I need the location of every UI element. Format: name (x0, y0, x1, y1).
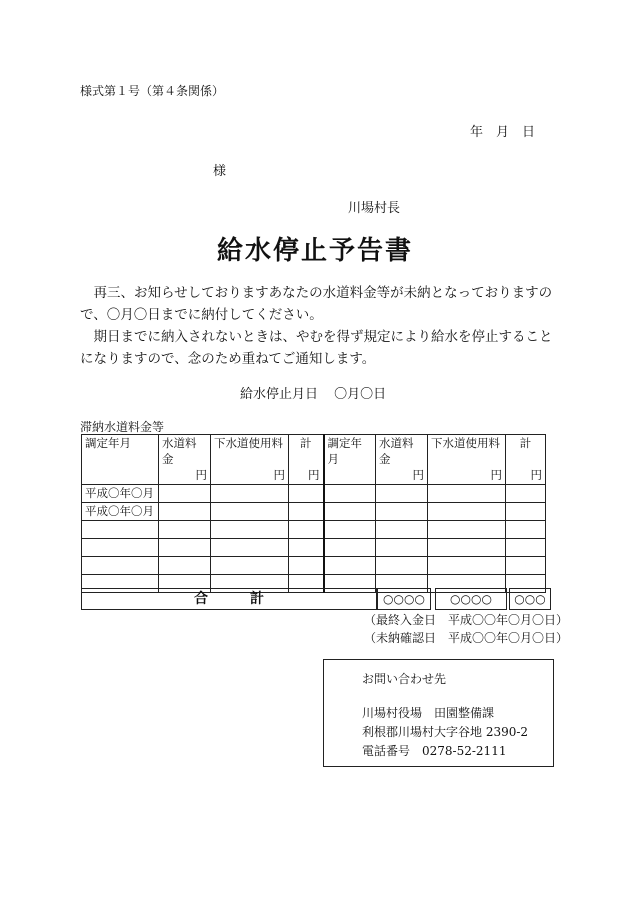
table-cell[interactable] (428, 557, 506, 575)
table-row (82, 539, 546, 557)
unit-label: 円 (428, 467, 506, 485)
header-billing-month: 調定年月 (82, 435, 159, 485)
table-cell[interactable] (506, 557, 546, 575)
paragraph-1-text: 再三、お知らせしておりますあなたの水道料金等が未納となっておりますので、〇月〇日までに納付してください。 (80, 285, 553, 323)
table-cell[interactable] (428, 503, 506, 521)
table-cell[interactable] (324, 521, 376, 539)
table-row (82, 485, 546, 503)
table-cell[interactable] (211, 485, 289, 503)
table-row (82, 503, 546, 521)
header-sewer-fee-2: 下水道使用料 (428, 435, 506, 468)
header-water-fee-2: 水道料金 (376, 435, 428, 468)
contact-box (323, 659, 554, 767)
unit-label: 円 (376, 467, 428, 485)
header-total: 計 (289, 435, 324, 468)
table-cell[interactable] (376, 557, 428, 575)
notice-paragraph-1 (80, 282, 555, 326)
table-cell[interactable] (82, 521, 159, 539)
table-cell[interactable] (211, 557, 289, 575)
unit-label: 円 (159, 467, 211, 485)
table-cell[interactable] (506, 539, 546, 557)
unit-label: 円 (289, 467, 324, 485)
grand-total-sum: ○○○ (509, 588, 551, 610)
table-cell[interactable] (428, 521, 506, 539)
contact-address: 利根郡川場村大字谷地 2390-2 (362, 725, 529, 739)
table-cell[interactable] (289, 539, 324, 557)
table-cell[interactable] (289, 503, 324, 521)
table-cell[interactable] (324, 539, 376, 557)
form-number: 様式第１号（第４条関係） (80, 84, 225, 98)
notice-body (80, 282, 555, 370)
table-cell[interactable] (428, 485, 506, 503)
header-water-fee: 水道料金 (159, 435, 211, 468)
unpaid-confirmed-date: （未納確認日 平成〇〇年〇月〇日） (364, 631, 569, 645)
grand-total-label: 合 計 (81, 588, 377, 610)
table-cell[interactable] (289, 521, 324, 539)
notice-paragraph-2 (80, 326, 555, 370)
last-payment-date: （最終入金日 平成〇〇年〇月〇日） (364, 613, 569, 627)
table-cell[interactable] (159, 521, 211, 539)
table-cell[interactable] (211, 521, 289, 539)
table-cell[interactable] (211, 539, 289, 557)
table-cell[interactable] (506, 521, 546, 539)
table-cell[interactable] (324, 485, 376, 503)
contact-office: 川場村役場 田園整備課 (362, 706, 495, 720)
table-header-row (82, 435, 546, 468)
table-cell[interactable] (82, 557, 159, 575)
stop-date-value: 〇月〇日 (334, 387, 387, 402)
table-cell[interactable] (376, 521, 428, 539)
table-cell[interactable] (159, 539, 211, 557)
arrears-table (81, 434, 546, 593)
contact-phone: 電話番号 0278-52-2111 (362, 744, 507, 758)
contact-heading: お問い合わせ先 (362, 672, 447, 686)
grand-total-water-fee: ○○○○ (377, 588, 431, 610)
table-cell[interactable] (376, 503, 428, 521)
table-cell[interactable] (506, 485, 546, 503)
table-cell[interactable] (376, 485, 428, 503)
addressee-suffix: 様 (213, 164, 227, 179)
table-caption: 滞納水道料金等 (80, 420, 165, 434)
table-row (82, 521, 546, 539)
grand-total-sewer-fee: ○○○○ (435, 588, 507, 610)
table-cell[interactable] (376, 539, 428, 557)
water-stop-date (240, 383, 386, 402)
unit-label: 円 (211, 467, 289, 485)
table-cell[interactable] (82, 539, 159, 557)
table-cell[interactable] (159, 503, 211, 521)
table-cell[interactable] (211, 503, 289, 521)
document-title: 給水停止予告書 (216, 236, 413, 266)
table-cell[interactable]: 平成〇年〇月 (82, 503, 159, 521)
issuer-name: 川場村長 (348, 201, 401, 216)
table-cell[interactable] (324, 557, 376, 575)
header-billing-month-2: 調定年月 (324, 435, 376, 485)
table-cell[interactable] (159, 485, 211, 503)
header-sewer-fee: 下水道使用料 (211, 435, 289, 468)
unit-label: 円 (506, 467, 546, 485)
table-cell[interactable] (324, 503, 376, 521)
paragraph-2-text: 期日までに納入されないときは、やむを得ず規定により給水を停止することになりますので、念のため重ねてご通知します。 (80, 329, 553, 367)
issue-date: 年 月 日 (470, 125, 536, 140)
table-cell[interactable] (159, 557, 211, 575)
table-cell[interactable] (506, 503, 546, 521)
table-cell[interactable] (289, 485, 324, 503)
table-cell[interactable] (428, 539, 506, 557)
table-cell[interactable]: 平成〇年〇月 (82, 485, 159, 503)
stop-date-label: 給水停止月日 (240, 387, 319, 402)
table-cell[interactable] (289, 557, 324, 575)
header-total-2: 計 (506, 435, 546, 468)
table-row (82, 557, 546, 575)
